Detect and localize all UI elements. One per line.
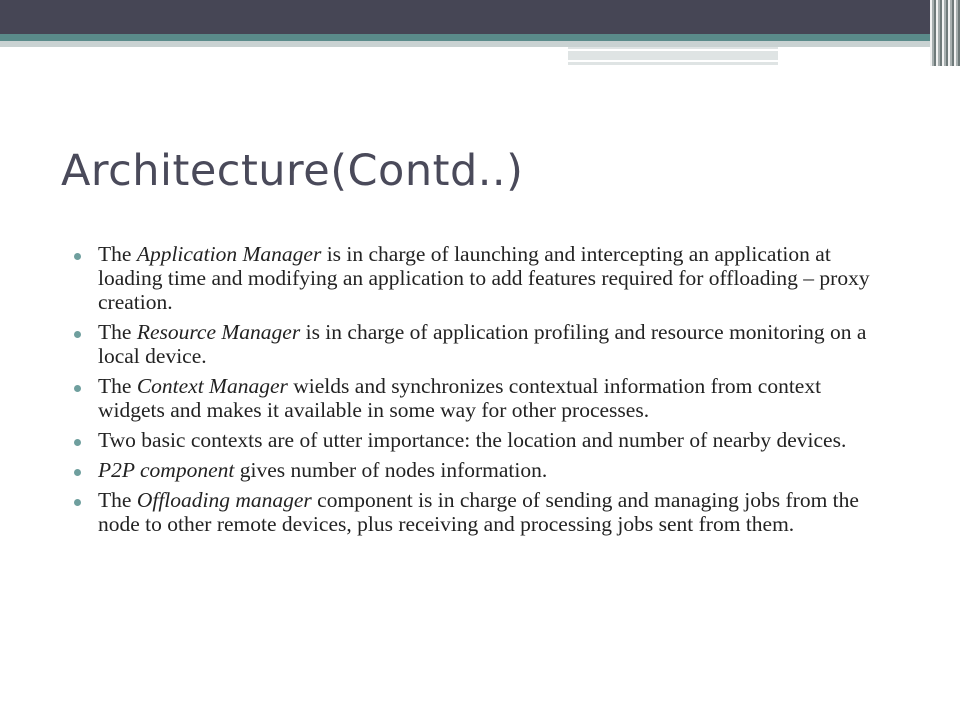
bullet-text-post: is in charge of application profiling and resource monitoring on a local device. xyxy=(98,320,867,368)
bullet-dot-icon xyxy=(74,385,81,392)
bullet-text-pre: The xyxy=(98,374,137,398)
bullet-dot-icon xyxy=(74,253,81,260)
header-accent-line xyxy=(568,49,890,51)
bullet-text-pre: The xyxy=(98,488,137,512)
bullet-dot-icon xyxy=(74,499,81,506)
bullet-item xyxy=(74,242,874,314)
bullet-text-post: component is in charge of sending and managing jobs from the node to other remote devices, plus receiving and processing jobs sent from them. xyxy=(98,488,859,536)
slide-title: Architecture(Contd..) xyxy=(61,146,524,196)
header-dark-band xyxy=(0,0,960,34)
bullet-item xyxy=(74,458,874,482)
bullet-item xyxy=(74,320,874,368)
bullet-text-post: wields and synchronizes contextual information from context widgets and makes it available in some way for other processes. xyxy=(98,374,822,422)
bullet-text-post: gives number of nodes information. xyxy=(234,458,548,482)
header-accent-line xyxy=(568,60,778,62)
bullet-item xyxy=(74,428,874,452)
bullet-text-post: is in charge of launching and intercepting an application at loading time and modifying an application to add features required for offloading – proxy creation. xyxy=(98,242,870,314)
bullet-text-emphasis: Offloading manager xyxy=(136,488,312,512)
bullet-list xyxy=(74,242,874,542)
header-edge-stripes xyxy=(930,0,960,66)
bullet-text-emphasis: P2P component xyxy=(98,458,235,482)
bullet-dot-icon xyxy=(74,439,81,446)
bullet-text-pre: The xyxy=(98,320,137,344)
bullet-text-emphasis: Resource Manager xyxy=(136,320,301,344)
bullet-item xyxy=(74,374,874,422)
bullet-item xyxy=(74,488,874,536)
header-grey-band xyxy=(0,41,960,47)
bullet-dot-icon xyxy=(74,331,81,338)
header-teal-band xyxy=(0,34,960,41)
bullet-text-pre: The xyxy=(98,242,137,266)
bullet-dot-icon xyxy=(74,469,81,476)
bullet-text-emphasis: Application Manager xyxy=(136,242,322,266)
bullet-text-pre: Two basic contexts are of utter importance: the location and number of nearby devices. xyxy=(98,428,847,452)
bullet-text-emphasis: Context Manager xyxy=(136,374,288,398)
